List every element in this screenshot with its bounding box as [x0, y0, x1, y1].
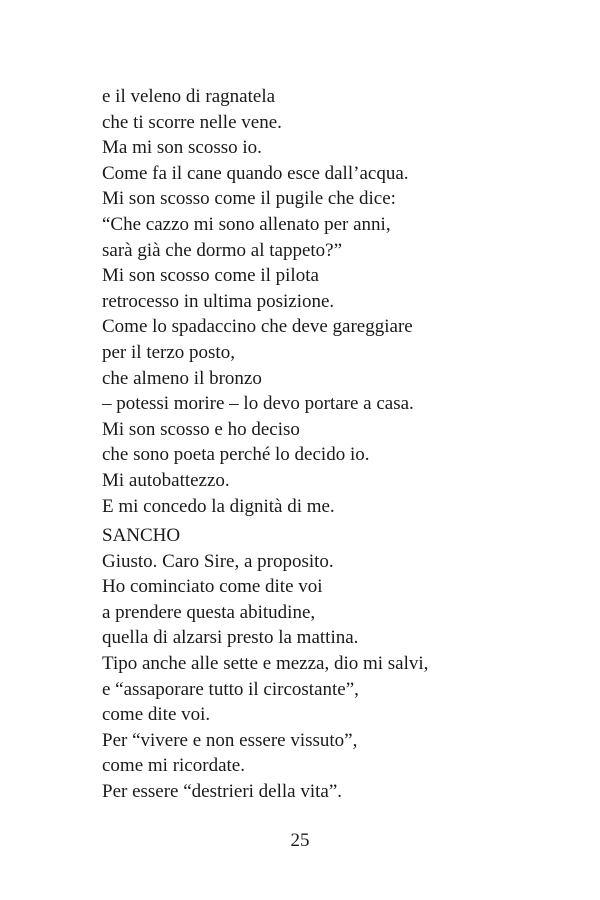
- verse-line: Ho cominciato come dite voi: [102, 576, 323, 598]
- verse-line: Mi son scosso e ho deciso: [102, 418, 300, 440]
- verse-line: che sono poeta perché lo decido io.: [102, 444, 370, 466]
- verse-line: sarà già che dormo al tappeto?”: [102, 239, 343, 261]
- verse-line: “Che cazzo mi sono allenato per anni,: [102, 213, 391, 235]
- stanza-2: [102, 549, 562, 805]
- speaker-name: SANCHO: [102, 525, 181, 547]
- verse-line: Ma mi son scosso io.: [102, 137, 262, 159]
- verse-line: Come fa il cane quando esce dall’acqua.: [102, 162, 409, 184]
- verse-line: Tipo anche alle sette e mezza, dio mi salvi,: [102, 653, 429, 675]
- verse-line: a prendere questa abitudine,: [102, 601, 316, 623]
- verse-line: Mi son scosso come il pugile che dice:: [102, 188, 396, 210]
- poem-text: [102, 84, 562, 805]
- page-number: 25: [290, 830, 310, 851]
- verse-line: e il veleno di ragnatela: [102, 86, 276, 107]
- verse-line: Giusto. Caro Sire, a proposito.: [102, 550, 334, 572]
- verse-line: quella di alzarsi presto la mattina.: [102, 627, 359, 649]
- verse-line: Per essere “destrieri della vita”.: [102, 781, 343, 803]
- verse-line: come mi ricordate.: [102, 755, 245, 777]
- verse-line: che almeno il bronzo: [102, 367, 262, 389]
- verse-line: Mi son scosso come il pilota: [102, 265, 319, 287]
- verse-line: per il terzo posto,: [102, 341, 235, 363]
- verse-line: e “assaporare tutto il circostante”,: [102, 678, 359, 700]
- stanza-1: [102, 84, 562, 519]
- verse-line: Come lo spadaccino che deve gareggiare: [102, 316, 413, 338]
- verse-line: retrocesso in ultima posizione.: [102, 290, 335, 312]
- verse-line: che ti scorre nelle vene.: [102, 111, 282, 133]
- verse-line: Mi autobattezzo.: [102, 469, 230, 491]
- verse-line: come dite voi.: [102, 704, 211, 726]
- verse-line: E mi concedo la dignità di me.: [102, 495, 335, 517]
- verse-line: – potessi morire – lo devo portare a casa.: [102, 393, 414, 415]
- verse-line: Per “vivere e non essere vissuto”,: [102, 729, 358, 751]
